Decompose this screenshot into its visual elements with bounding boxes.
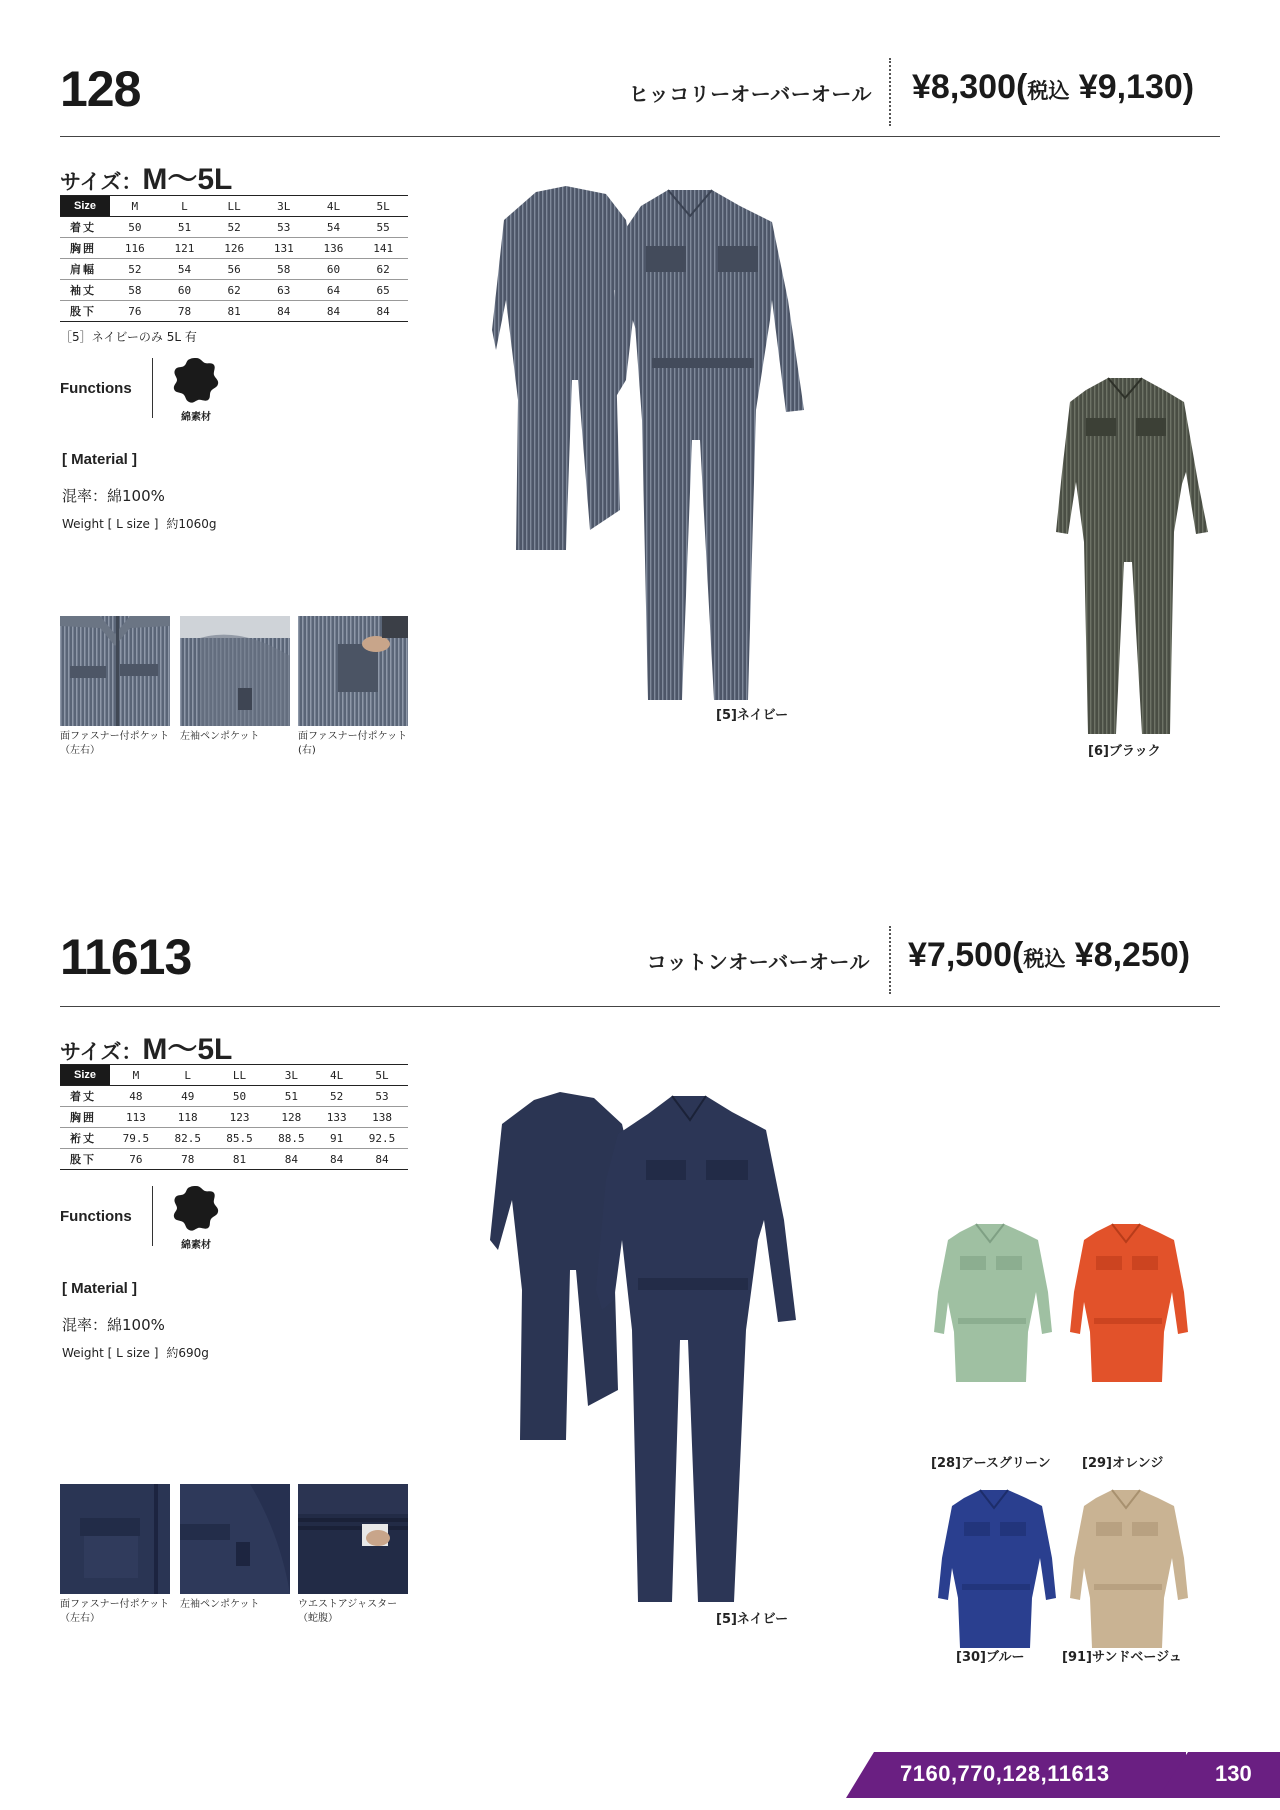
table-row: [60, 217, 408, 238]
table-row: [60, 1107, 408, 1128]
detail-caption: 左袖ペンポケット: [180, 731, 260, 742]
header-divider: [889, 926, 891, 994]
tax-price: ¥8,250: [1074, 936, 1179, 974]
table-cell: 118: [162, 1107, 214, 1128]
table-cell: 116: [110, 238, 160, 259]
cotton-icon: [172, 356, 220, 404]
row-label: 肩幅: [60, 259, 110, 280]
table-cell: 54: [160, 259, 210, 280]
table-cell: 81: [209, 301, 259, 322]
table-cell: 126: [209, 238, 259, 259]
table-cell: 52: [317, 1086, 356, 1107]
table-cell: 52: [110, 259, 160, 280]
detail-photo-chest-pocket: [60, 1484, 170, 1594]
detail-photo-pen-pocket: [180, 616, 290, 726]
color-label-blue: [30]ブルー: [956, 1650, 1025, 1665]
table-cell: 79.5: [110, 1128, 162, 1149]
row-label: 袖丈: [60, 280, 110, 301]
tax-label: 税込: [1027, 80, 1070, 103]
size-col: L: [160, 196, 210, 217]
table-cell: 48: [110, 1086, 162, 1107]
table-cell: 51: [160, 217, 210, 238]
table-row: [60, 280, 408, 301]
table-cell: 49: [162, 1086, 214, 1107]
size-col: M: [110, 1065, 162, 1086]
table-cell: 81: [214, 1149, 266, 1170]
table-cell: 78: [162, 1149, 214, 1170]
price: ¥8,300(税込 ¥9,130): [912, 68, 1195, 106]
weight-label: Weight [ L size ]: [62, 1346, 159, 1360]
product-name: ヒッコリーオーバーオール: [628, 82, 872, 106]
table-cell: 53: [259, 217, 309, 238]
price-value: ¥8,300: [912, 68, 1016, 106]
detail-caption: ウエストアジャスター（蛇腹）: [298, 1599, 398, 1624]
table-cell: 60: [309, 259, 359, 280]
table-cell: 136: [309, 238, 359, 259]
table-cell: 84: [265, 1149, 317, 1170]
size-col: LL: [209, 196, 259, 217]
table-cell: 50: [214, 1086, 266, 1107]
product-name: コットンオーバーオール: [646, 950, 870, 974]
size-table: [60, 195, 408, 322]
table-row: [60, 301, 408, 322]
color-label-earth-green: [28]アースグリーン: [931, 1456, 1051, 1471]
table-cell: 58: [259, 259, 309, 280]
coverall-photo-earth-green: [930, 1222, 1054, 1382]
color-label-sand-beige: [91]サンドベージュ: [1062, 1650, 1182, 1665]
table-cell: 141: [358, 238, 408, 259]
table-cell: 76: [110, 1149, 162, 1170]
coverall-photo-blue: [934, 1488, 1058, 1648]
table-row: [60, 259, 408, 280]
table-cell: 84: [356, 1149, 408, 1170]
size-col: 3L: [259, 196, 309, 217]
size-table: [60, 1064, 408, 1170]
material-heading: [ Material ]: [62, 1280, 138, 1297]
table-cell: 64: [309, 280, 359, 301]
table-cell: 62: [209, 280, 259, 301]
table-cell: 51: [265, 1086, 317, 1107]
table-cell: 60: [160, 280, 210, 301]
color-label-navy: [5]ネイビー: [716, 708, 789, 723]
tax-label: 税込: [1023, 948, 1066, 971]
table-cell: 91: [317, 1128, 356, 1149]
table-row: [60, 1086, 408, 1107]
detail-caption: 面ファスナー付ポケット（左右）: [60, 1599, 170, 1624]
row-label: 胸囲: [60, 1107, 110, 1128]
row-label: 着丈: [60, 1086, 110, 1107]
table-cell: 84: [259, 301, 309, 322]
coverall-photo-sand-beige: [1066, 1488, 1190, 1648]
size-col: M: [110, 196, 160, 217]
coverall-photo-navy: [484, 1090, 870, 1602]
table-cell: 52: [209, 217, 259, 238]
table-cell: 84: [317, 1149, 356, 1170]
table-row: [60, 1128, 408, 1149]
detail-photo-waist-adjuster: [298, 1484, 408, 1594]
function-icon-label: 綿素材: [181, 412, 211, 423]
table-cell: 131: [259, 238, 309, 259]
material-composition: 混率：綿100%: [62, 1316, 165, 1334]
row-label: 裄丈: [60, 1128, 110, 1149]
weight: [62, 1344, 209, 1361]
size-col: 5L: [358, 196, 408, 217]
footer-model-list: 7160,770,128,11613: [900, 1761, 1110, 1786]
size-range: M〜5L: [142, 1033, 233, 1066]
page-number: 130: [1215, 1761, 1252, 1786]
table-cell: 63: [259, 280, 309, 301]
table-cell: 113: [110, 1107, 162, 1128]
material-heading: [ Material ]: [62, 451, 138, 468]
model-number: 128: [60, 61, 141, 117]
price-value: ¥7,500: [908, 936, 1012, 974]
size-col: 3L: [265, 1065, 317, 1086]
table-cell: 88.5: [265, 1128, 317, 1149]
detail-photo-chest-pocket: [60, 616, 170, 726]
table-cell: 55: [358, 217, 408, 238]
table-cell: 92.5: [356, 1128, 408, 1149]
color-label-orange: [29]オレンジ: [1082, 1456, 1164, 1471]
table-cell: 82.5: [162, 1128, 214, 1149]
size-col: L: [162, 1065, 214, 1086]
table-cell: 54: [309, 217, 359, 238]
weight-label: Weight [ L size ]: [62, 517, 159, 531]
weight-value: 約690g: [166, 1346, 209, 1360]
header-rule: [60, 136, 1220, 137]
table-row: [60, 1149, 408, 1170]
table-cell: 78: [160, 301, 210, 322]
header-rule: [60, 1006, 1220, 1007]
detail-photo-side-pocket: [298, 616, 408, 726]
header-divider: [889, 58, 891, 126]
detail-caption: 左袖ペンポケット: [180, 1599, 260, 1610]
table-cell: 76: [110, 301, 160, 322]
table-cell: 84: [358, 301, 408, 322]
size-col: 5L: [356, 1065, 408, 1086]
row-label: 股下: [60, 1149, 110, 1170]
table-cell: 121: [160, 238, 210, 259]
coverall-photo-black: [1046, 372, 1210, 734]
functions-divider: [152, 1186, 153, 1246]
coverall-photo-navy-back: [486, 180, 876, 700]
functions-label: Functions: [60, 1208, 132, 1225]
price: ¥7,500(税込 ¥8,250): [908, 936, 1191, 974]
weight-value: 約1060g: [166, 517, 217, 531]
table-cell: 123: [214, 1107, 266, 1128]
detail-caption: 面ファスナー付ポケット(右): [298, 731, 408, 756]
table-cell: 84: [309, 301, 359, 322]
size-table-corner: Size: [60, 196, 110, 217]
row-label: 着丈: [60, 217, 110, 238]
size-table-corner: Size: [60, 1065, 110, 1086]
size-title: サイズ：M〜5L: [60, 163, 233, 196]
cotton-icon: [172, 1184, 220, 1232]
detail-photo-pen-pocket: [180, 1484, 290, 1594]
table-cell: 62: [358, 259, 408, 280]
weight: [62, 515, 217, 532]
table-cell: 53: [356, 1086, 408, 1107]
table-cell: 138: [356, 1107, 408, 1128]
table-cell: 85.5: [214, 1128, 266, 1149]
size-range: M〜5L: [142, 163, 233, 196]
coverall-photo-orange: [1066, 1222, 1190, 1382]
functions-label: Functions: [60, 380, 132, 397]
table-cell: 50: [110, 217, 160, 238]
color-label-black: [6]ブラック: [1088, 744, 1161, 759]
row-label: 胸囲: [60, 238, 110, 259]
table-cell: 65: [358, 280, 408, 301]
size-col: 4L: [317, 1065, 356, 1086]
model-number: 11613: [60, 929, 192, 985]
size-title: サイズ：M〜5L: [60, 1033, 233, 1066]
table-cell: 58: [110, 280, 160, 301]
table-row: [60, 238, 408, 259]
size-col: 4L: [309, 196, 359, 217]
table-cell: 56: [209, 259, 259, 280]
function-icon-label: 綿素材: [181, 1240, 211, 1251]
detail-caption: 面ファスナー付ポケット（左右）: [60, 731, 170, 756]
size-note: ［5］ネイビーのみ 5L 有: [60, 330, 197, 344]
color-label-navy: [5]ネイビー: [716, 1612, 789, 1627]
material-composition: 混率：綿100%: [62, 487, 165, 505]
tax-price: ¥9,130: [1078, 68, 1183, 106]
size-col: LL: [214, 1065, 266, 1086]
functions-divider: [152, 358, 153, 418]
row-label: 股下: [60, 301, 110, 322]
table-cell: 133: [317, 1107, 356, 1128]
table-cell: 128: [265, 1107, 317, 1128]
